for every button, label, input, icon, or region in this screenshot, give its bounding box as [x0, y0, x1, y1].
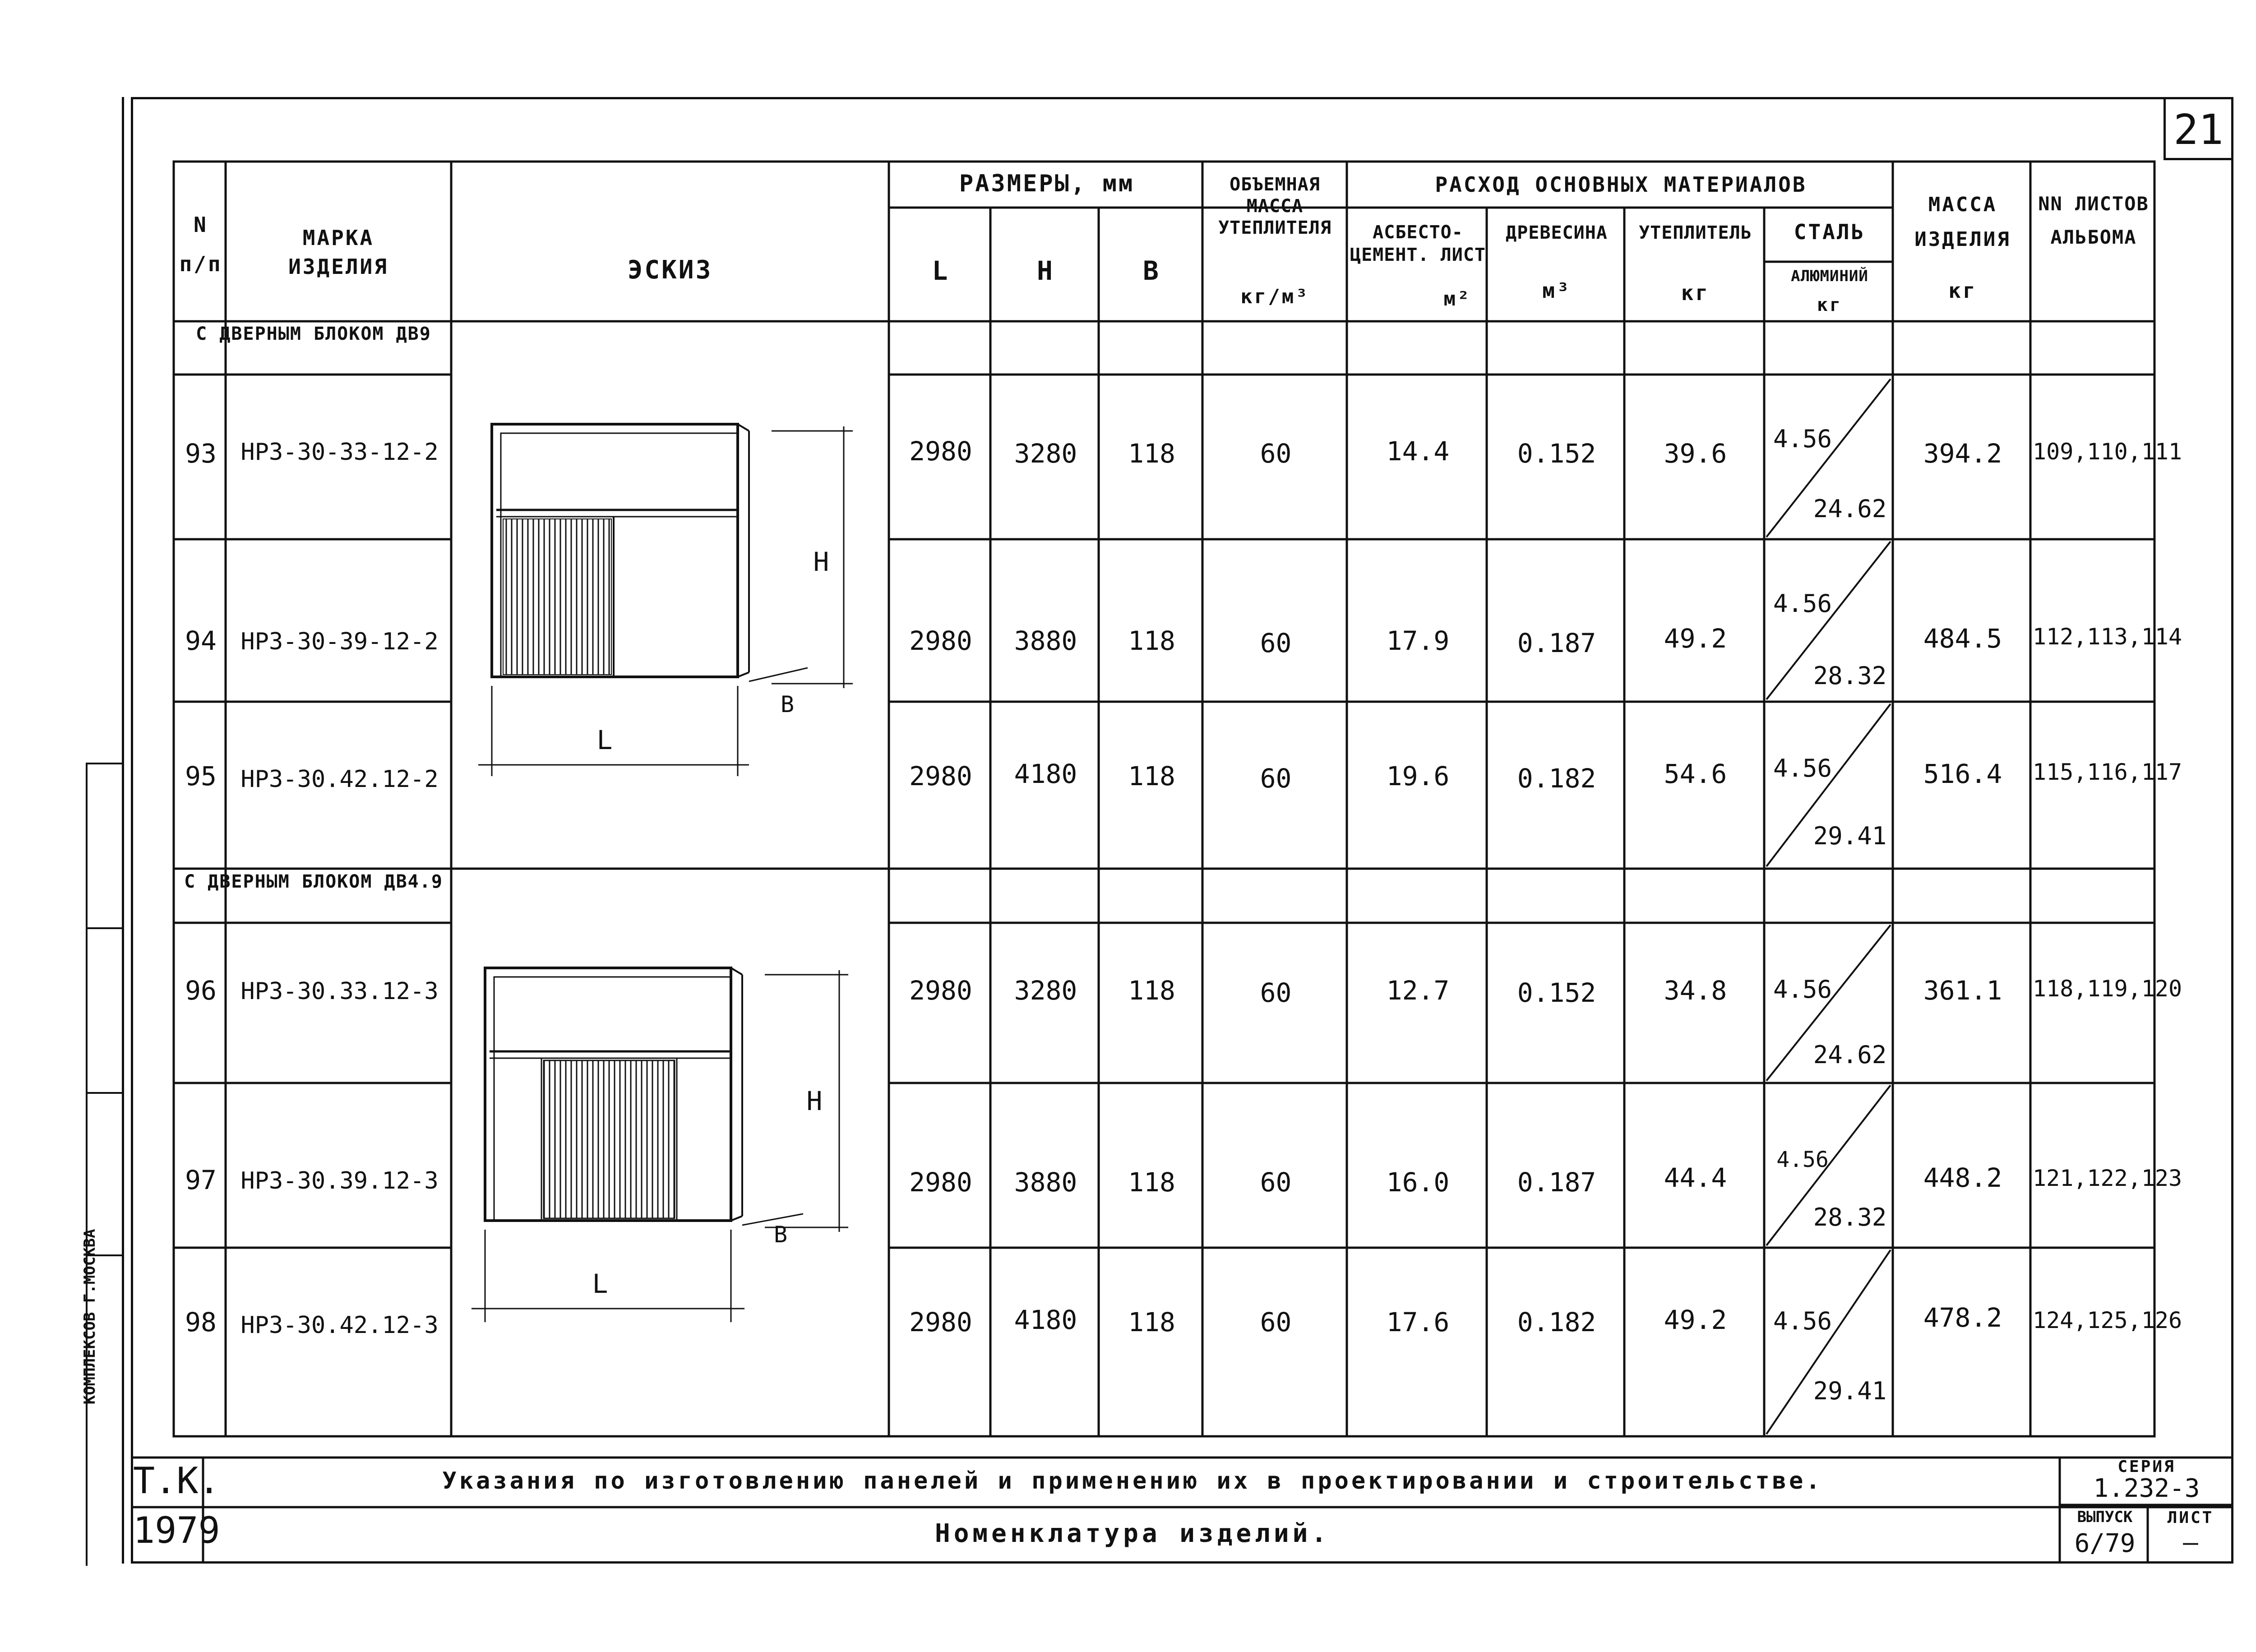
row-L: 2980: [909, 1167, 972, 1198]
row-insulation: 34.8: [1664, 975, 1727, 1006]
row-wood: 0.182: [1517, 763, 1596, 794]
row-mass: 484.5: [1923, 623, 2002, 654]
header-mark: МАРКА ИЗДЕЛИЯ: [288, 226, 388, 279]
row-density: 60: [1260, 763, 1292, 794]
header-aluminium: АЛЮМИНИЙ: [1791, 267, 1868, 285]
header-wood: ДРЕВЕСИНА: [1506, 222, 1608, 243]
row-mark: НР3-30-39-12-2: [240, 628, 439, 655]
header-asbestos: АСБЕСТО- ЦЕМЕНТ. ЛИСТ: [1350, 222, 1486, 265]
row-mark: НР3-30.42.12-3: [240, 1312, 439, 1339]
header-density: ОБЪЕМНАЯ МАССА УТЕПЛИТЕЛЯ: [1218, 174, 1331, 238]
row-density: 60: [1260, 977, 1292, 1008]
row-insulation: 49.2: [1664, 1305, 1727, 1335]
row-insulation: 49.2: [1664, 623, 1727, 654]
row-wood: 0.187: [1517, 1167, 1596, 1198]
row-album: 115,116,117: [2033, 759, 2182, 785]
sketch-panel-dv49: [472, 968, 848, 1322]
row-mass: 394.2: [1923, 438, 2002, 469]
row-num: 97: [185, 1165, 217, 1195]
row-L: 2980: [909, 761, 972, 791]
row-insulation: 44.4: [1664, 1162, 1727, 1193]
header-mass: МАССА ИЗДЕЛИЯ: [1914, 193, 2011, 251]
header-insulation: УТЕПЛИТЕЛЬ: [1639, 222, 1752, 243]
row-L: 2980: [909, 625, 972, 656]
row-mass: 478.2: [1923, 1302, 2002, 1333]
row-mark: НР3-30-33-12-2: [240, 439, 439, 466]
stamp-tk: Т.К.: [133, 1460, 220, 1502]
sketch-label-H: Н: [813, 546, 829, 577]
row-album: 112,113,114: [2033, 624, 2182, 650]
row-num: 95: [185, 761, 217, 791]
sketch-panel-dv9: [478, 424, 853, 776]
stamp-year: 1979: [133, 1509, 220, 1551]
header-aluminium-unit: кг: [1817, 295, 1843, 315]
row-density: 60: [1260, 1167, 1292, 1198]
row-album: 118,119,120: [2033, 976, 2182, 1002]
row-mass: 448.2: [1923, 1162, 2002, 1193]
header-num: N п/п: [179, 213, 222, 277]
row-B: 118: [1128, 975, 1175, 1006]
row-num: 93: [185, 438, 217, 469]
row-aluminium: 29.41: [1813, 1377, 1887, 1405]
row-insulation: 54.6: [1664, 759, 1727, 789]
row-wood: 0.152: [1517, 977, 1596, 1008]
row-mark: НР3-30.33.12-3: [240, 978, 439, 1005]
header-insulation-unit: кг: [1681, 281, 1710, 305]
row-asbestos: 17.6: [1386, 1307, 1450, 1337]
header-steel: СТАЛЬ: [1794, 220, 1866, 244]
row-steel: 4.56: [1773, 975, 1832, 1004]
row-wood: 0.182: [1517, 1307, 1596, 1337]
row-aluminium: 28.32: [1813, 662, 1887, 690]
row-album: 121,122,123: [2033, 1165, 2182, 1191]
row-asbestos: 14.4: [1386, 436, 1450, 467]
row-insulation: 39.6: [1664, 438, 1727, 469]
margin-org: КОМПЛЕКСОВ Г.МОСКВА: [81, 1229, 99, 1405]
title-line-1: Указания по изготовлению панелей и применению их в проектировании и строительстве.: [442, 1467, 1823, 1495]
row-density: 60: [1260, 628, 1292, 658]
sketch-label-L: L: [592, 1268, 608, 1299]
row-steel: 4.56: [1773, 754, 1832, 782]
sheet-label: ЛИСТ: [2167, 1509, 2214, 1527]
header-album: NN ЛИСТОВ АЛЬБОМА: [2038, 193, 2149, 248]
header-asbestos-unit: м²: [1443, 287, 1471, 310]
row-aluminium: 24.62: [1813, 495, 1887, 523]
row-asbestos: 16.0: [1386, 1167, 1450, 1198]
row-steel: 4.56: [1773, 589, 1832, 618]
sketch-label-B: В: [773, 1222, 788, 1248]
row-mass: 516.4: [1923, 759, 2002, 789]
header-L: L: [932, 255, 950, 286]
row-L: 2980: [909, 436, 972, 467]
row-steel: 4.56: [1773, 425, 1832, 453]
row-density: 60: [1260, 1307, 1292, 1337]
series-value: 1.232-3: [2093, 1474, 2200, 1503]
row-steel: 4.56: [1773, 1307, 1832, 1335]
sheet-value: —: [2183, 1528, 2198, 1557]
header-sketch: ЭСКИЗ: [627, 255, 713, 285]
row-steel: 4.56: [1776, 1147, 1829, 1172]
title-line-2: Номенклатура изделий.: [934, 1519, 1330, 1548]
page-number: 21: [2173, 106, 2224, 154]
row-H: 4180: [1014, 1305, 1077, 1335]
row-album: 124,125,126: [2033, 1307, 2182, 1333]
group-label: С ДВЕРНЫМ БЛОКОМ ДВ9: [196, 324, 431, 344]
header-materials: РАСХОД ОСНОВНЫХ МАТЕРИАЛОВ: [1435, 172, 1807, 197]
sketch-label-H: Н: [806, 1086, 823, 1116]
row-wood: 0.152: [1517, 438, 1596, 469]
row-H: 3880: [1014, 1167, 1077, 1198]
row-aluminium: 24.62: [1813, 1041, 1887, 1069]
issue-value: 6/79: [2074, 1529, 2136, 1558]
header-density-unit: кг/м³: [1240, 285, 1309, 308]
row-wood: 0.187: [1517, 628, 1596, 658]
header-B: В: [1143, 255, 1160, 286]
sketch-label-B: В: [780, 691, 795, 717]
row-num: 96: [185, 975, 217, 1006]
row-num: 98: [185, 1307, 217, 1337]
row-asbestos: 17.9: [1386, 625, 1450, 656]
row-B: 118: [1128, 761, 1175, 791]
row-B: 118: [1128, 1167, 1175, 1198]
row-aluminium: 29.41: [1813, 822, 1887, 850]
group-label: С ДВЕРНЫМ БЛОКОМ ДВ4.9: [184, 871, 443, 892]
header-H: Н: [1037, 255, 1054, 286]
issue-label: ВЫПУСК: [2077, 1508, 2133, 1526]
row-H: 3880: [1014, 625, 1077, 656]
header-wood-unit: м³: [1542, 278, 1571, 303]
row-asbestos: 12.7: [1386, 975, 1450, 1006]
row-B: 118: [1128, 438, 1175, 469]
row-B: 118: [1128, 1307, 1175, 1337]
row-mark: НР3-30.42.12-2: [240, 766, 439, 793]
header-mass-unit: кг: [1948, 278, 1977, 303]
row-aluminium: 28.32: [1813, 1203, 1887, 1231]
series-label: СЕРИЯ: [2117, 1458, 2176, 1476]
row-density: 60: [1260, 438, 1292, 469]
row-H: 3280: [1014, 975, 1077, 1006]
row-L: 2980: [909, 975, 972, 1006]
row-H: 4180: [1014, 759, 1077, 789]
row-album: 109,110,111: [2033, 439, 2182, 465]
row-mark: НР3-30.39.12-3: [240, 1167, 439, 1194]
row-B: 118: [1128, 625, 1175, 656]
row-L: 2980: [909, 1307, 972, 1337]
row-num: 94: [185, 625, 217, 656]
header-dims: РАЗМЕРЫ, мм: [959, 170, 1135, 197]
row-asbestos: 19.6: [1386, 761, 1450, 791]
sketch-label-L: L: [596, 725, 613, 755]
row-mass: 361.1: [1923, 975, 2002, 1006]
row-H: 3280: [1014, 438, 1077, 469]
